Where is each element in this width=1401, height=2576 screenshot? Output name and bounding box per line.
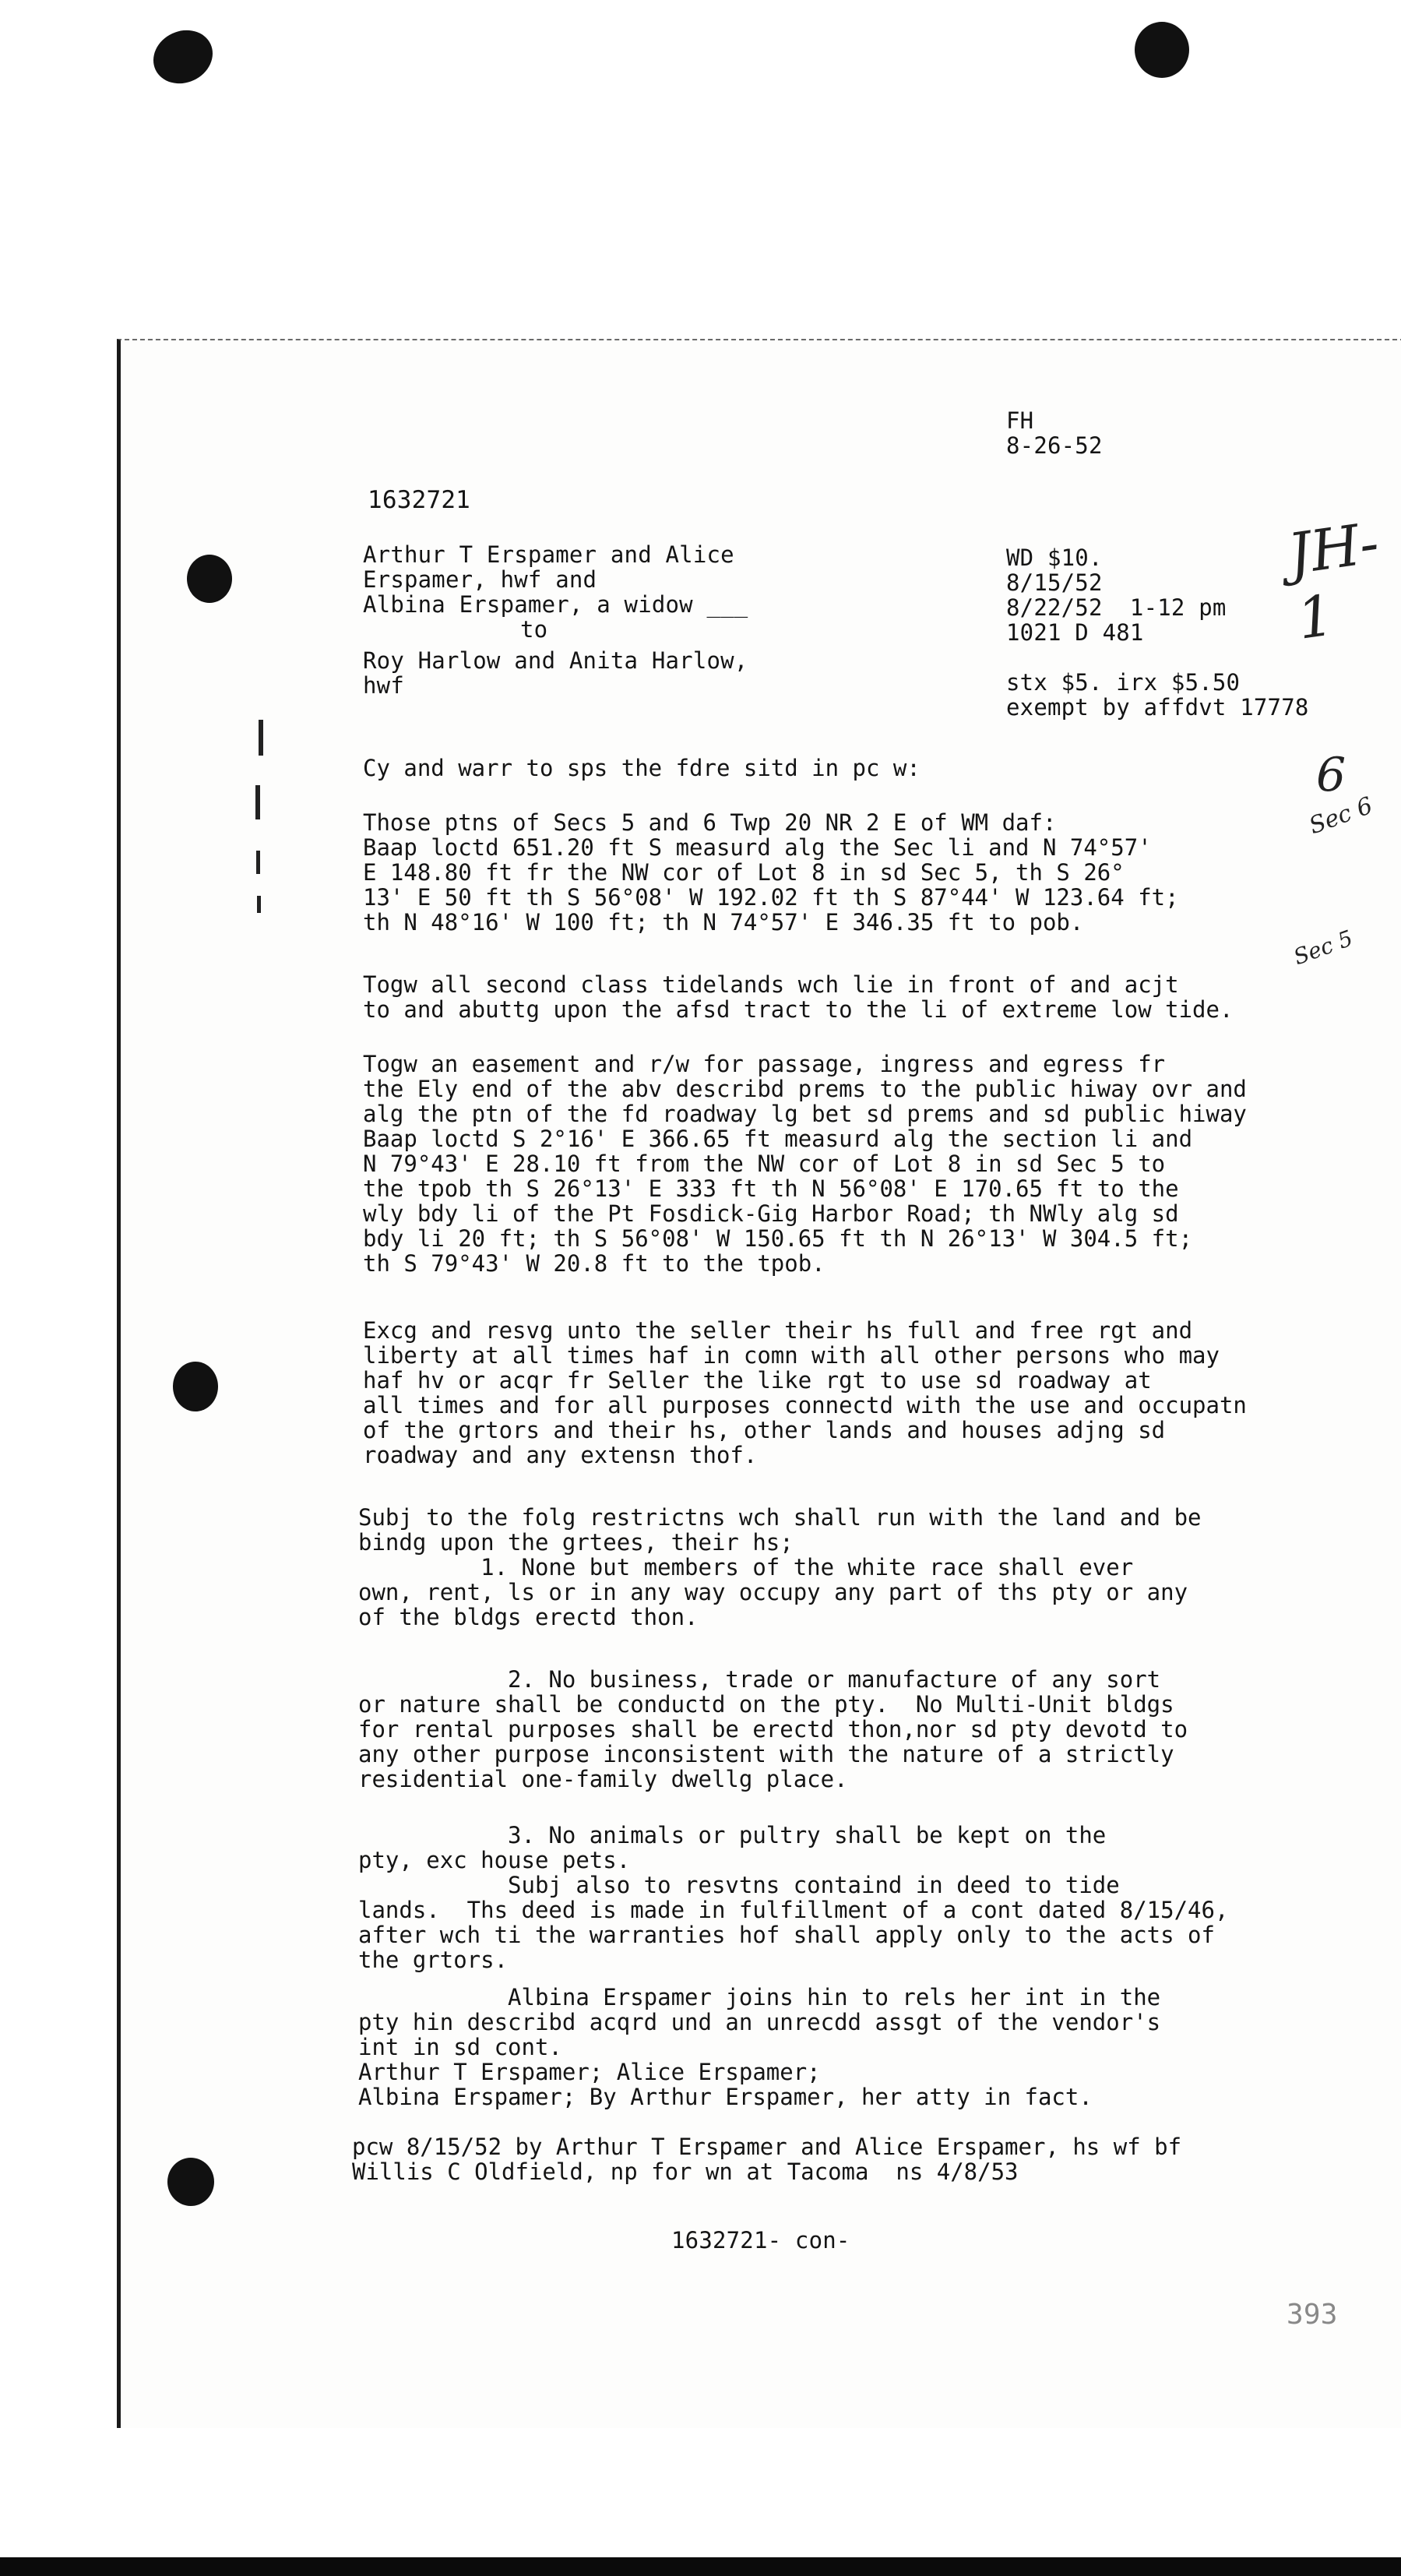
grantee-line-1: Roy Harlow and Anita Harlow, — [363, 647, 748, 674]
acknowledgment: pcw 8/15/52 by Arthur T Erspamer and Alice Erspamer, hs wf bf Willis C Oldfield, np for wn at Tacoma ns 4/8/53 — [352, 2134, 1182, 2185]
filing-date: 8-26-52 — [1006, 432, 1103, 459]
albina-clause: Albina Erspamer joins hin to rels her int in the pty hin describd acqrd und an unrecdd assgt of the vendor's int in sd cont. — [358, 1984, 1161, 2060]
restriction-1: 1. None but members of the white race shall ever own, rent, ls or in any way occupy any part of ths pty or any of the bldgs erectd thon. — [358, 1554, 1188, 1630]
punch-hole-left-1 — [187, 555, 232, 603]
punch-hole-top-left — [145, 21, 222, 93]
exemption: exempt by affdvt 17778 — [1006, 694, 1309, 721]
handwritten-mark-c: Sec 5 — [1290, 925, 1357, 971]
instrument-dated: 8/15/52 — [1006, 569, 1103, 596]
grantor-line-1: Arthur T Erspamer and Alice — [363, 541, 734, 568]
margin-tick-3 — [256, 851, 260, 874]
easement-clause: Togw an easement and r/w for passage, ingress and egress fr the Ely end of the abv describd prems to the public hiway ovr and alg the ptn of the fd roadway lg bet sd prems and sd public hiway Baap loctd S 2°16' E 366.65 ft measurd alg the section li and N 79°43' E 28.10 ft from the NW cor of Lot 8 in sd Sec 5 to the tpob th S 26°13' E 333 ft th N 56°08' E 170.65 ft to the wly bdy li of the Pt Fosdick-Gig Harbor Road; th NWly alg sd bdy li 20 ft; th S 56°08' W 150.65 ft th N 26°13' W 304.5 ft; th S 79°43' W 20.8 ft to the tpob. — [363, 1051, 1247, 1277]
grantee-line-2: hwf — [363, 672, 404, 699]
scan-bottom-edge — [0, 2557, 1401, 2576]
handwritten-mark-b: Sec 6 — [1305, 791, 1377, 840]
restriction-2: 2. No business, trade or manufacture of any sort or nature shall be conductd on the pty. No Multi-Unit bldgs for rental purposes shall be erectd thon,nor sd pty devotd to any other purpose inconsistent with the nature of a strictly residential one-family dwellg place. — [358, 1666, 1188, 1792]
punch-hole-top-right — [1135, 22, 1189, 78]
tidelands-clause: Togw all second class tidelands wch lie in front of and acjt to and abuttg upon the afsd tract to the li of extreme low tide. — [363, 971, 1234, 1023]
to-line: to — [520, 616, 548, 643]
document-number: 1632721 — [368, 486, 471, 514]
excepting-clause: Excg and resvg unto the seller their hs full and free rgt and liberty at all times haf in comn with all other persons who may haf hv or acqr fr Seller the like rgt to use sd roadway at all times and for all purposes connectd with the use and occupatn of the grtors and their hs, other lands and houses adjng sd roadway and any extensn thof. — [363, 1317, 1247, 1468]
excise-tax: stx $5. irx $5.50 — [1006, 669, 1241, 696]
handwritten-mark-a: 6 — [1316, 748, 1346, 802]
reservations-clause: Subj also to resvtns containd in deed to tide lands. Ths deed is made in fulfillment of a cont dated 8/15/46, after wch ti the warranties hof shall apply only to the acts of the grtors. — [358, 1872, 1229, 1973]
signatures: Arthur T Erspamer; Alice Erspamer; Albina Erspamer; By Arthur Erspamer, her atty in fact. — [358, 2059, 1093, 2110]
punch-hole-left-2 — [173, 1362, 218, 1411]
punch-hole-left-3 — [167, 2158, 214, 2206]
continued-marker: 1632721- con- — [671, 2227, 850, 2254]
margin-tick-1 — [259, 720, 263, 756]
margin-tick-4 — [257, 896, 261, 913]
grantor-line-3: Albina Erspamer, a widow ___ — [363, 591, 748, 618]
page-number: 393 — [1287, 2299, 1338, 2331]
recorded-date-time: 8/22/52 1-12 pm — [1006, 594, 1227, 621]
margin-tick-2 — [255, 785, 260, 819]
handwritten-initials: JH-1 — [1283, 509, 1383, 652]
restriction-3: 3. No animals or pultry shall be kept on the pty, exc house pets. — [358, 1822, 1107, 1873]
restrictions-intro: Subj to the folg restrictns wch shall run with the land and be bindg upon the grtees, their hs; — [358, 1504, 1202, 1556]
clerk-initials: FH — [1006, 407, 1034, 434]
parcel-description: Those ptns of Secs 5 and 6 Twp 20 NR 2 E of WM daf: Baap loctd 651.20 ft S measurd alg the Sec li and N 74°57' E 148.80 ft fr the NW cor of Lot 8 in sd Sec 5, th S 26° 13' E 50 ft th S 56°08' W 192.02 ft th S 87°44' W 123.64 ft; th N 48°16' W 100 ft; th N 74°57' E 346.35 ft to pob. — [363, 809, 1179, 936]
grantor-line-2: Erspamer, hwf and — [363, 566, 597, 593]
grant-clause: Cy and warr to sps the fdre sitd in pc w: — [363, 755, 921, 781]
instrument-type: WD $10. — [1006, 544, 1103, 571]
book-page: 1021 D 481 — [1006, 619, 1144, 646]
